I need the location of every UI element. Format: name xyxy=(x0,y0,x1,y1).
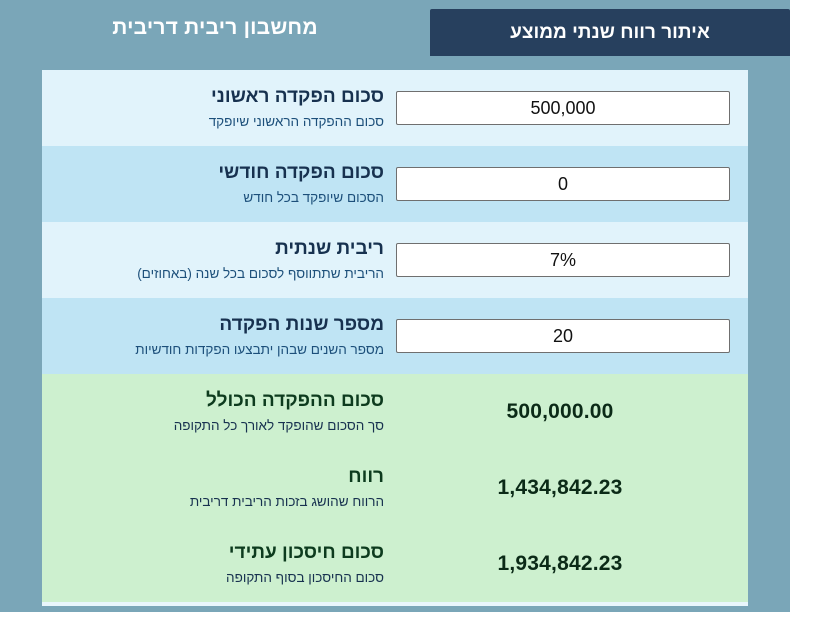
annual-interest-input[interactable] xyxy=(396,243,730,277)
future-savings-value: 1,934,842.23 xyxy=(497,552,623,575)
initial-deposit-field-cell xyxy=(390,91,730,125)
field-row-annual-interest xyxy=(42,222,748,298)
years-input[interactable] xyxy=(396,319,730,353)
monthly-deposit-title: סכום הפקדה חודשי xyxy=(218,162,384,183)
years-title: מספר שנות הפקדה xyxy=(219,314,384,335)
future-savings-desc: סכום החיסכון בסוף התקופה xyxy=(226,570,384,585)
future-savings-title: סכום חיסכון עתידי xyxy=(228,542,384,563)
field-row-monthly-deposit xyxy=(42,146,748,222)
total-deposited-labels xyxy=(60,389,390,435)
monthly-deposit-desc: הסכום שיופקד בכל חודש xyxy=(243,190,384,205)
annual-interest-title: ריבית שנתית xyxy=(275,238,384,259)
field-row-years xyxy=(42,298,748,374)
initial-deposit-desc: סכום ההפקדה הראשוני שיופקד xyxy=(208,114,384,129)
total-deposited-value: 500,000.00 xyxy=(506,400,614,423)
monthly-deposit-field-cell xyxy=(390,167,730,201)
calculator-header xyxy=(0,0,790,56)
annual-interest-field-cell xyxy=(390,243,730,277)
monthly-deposit-labels xyxy=(60,161,390,207)
total-deposited-desc: סך הסכום שהופקד לאורך כל התקופה xyxy=(173,418,384,433)
result-row-total-deposited xyxy=(42,374,748,450)
initial-deposit-labels xyxy=(60,85,390,131)
results-block xyxy=(42,374,748,602)
profit-labels xyxy=(60,465,390,511)
years-field-cell xyxy=(390,319,730,353)
annual-interest-desc: הריבית שתתווסף לסכום בכל שנה (באחוזים) xyxy=(137,266,384,281)
future-savings-labels xyxy=(60,541,390,587)
annual-interest-labels xyxy=(60,237,390,283)
page-title: מחשבון ריבית דריבית xyxy=(112,16,318,39)
profit-desc: הרווח שהושג בזכות הריבית דריבית xyxy=(189,494,384,509)
initial-deposit-input[interactable] xyxy=(396,91,730,125)
monthly-deposit-input[interactable] xyxy=(396,167,730,201)
years-labels xyxy=(60,313,390,359)
total-deposited-title: סכום ההפקדה הכולל xyxy=(205,390,384,411)
tab-average-annual-profit[interactable]: איתור רווח שנתי ממוצע xyxy=(430,9,790,56)
calculator-panel xyxy=(42,70,748,606)
initial-deposit-title: סכום הפקדה ראשוני xyxy=(210,86,384,107)
result-row-future-savings xyxy=(42,526,748,602)
field-row-initial-deposit xyxy=(42,70,748,146)
profit-title: רווח xyxy=(348,466,384,487)
profit-value: 1,434,842.23 xyxy=(497,476,623,499)
years-desc: מספר השנים שבהן יתבצעו הפקדות חודשיות xyxy=(135,342,384,357)
result-row-profit xyxy=(42,450,748,526)
